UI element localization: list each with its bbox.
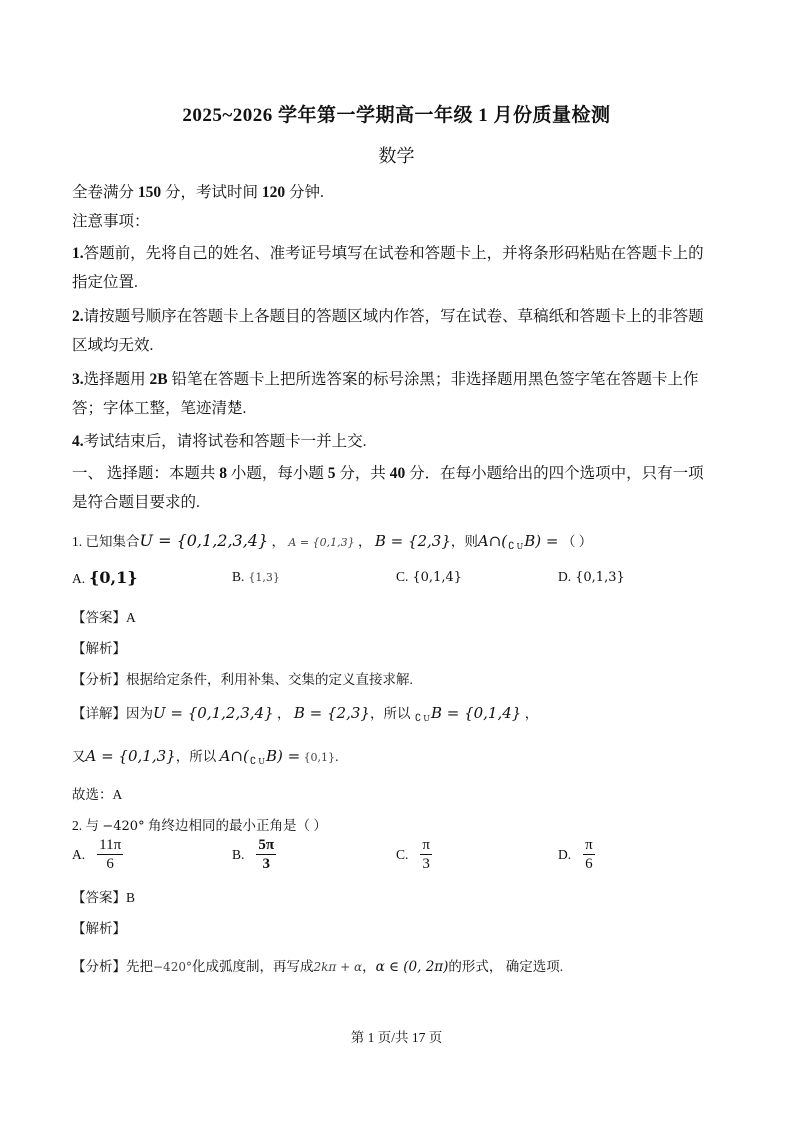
q2-answer: 【答案】B (72, 890, 136, 905)
q1-answer: 【答案】A (72, 610, 136, 625)
q1-xiangjie-cont: 又A = {0,1,3}，所以 $A\cap(_∁$ $_U$B) = {0,1}. (72, 747, 339, 767)
q1-analysis-tag: 【解析】 (72, 641, 126, 656)
option-b[interactable]: B. {1,3} (232, 569, 280, 584)
option-c[interactable]: C. {0,1,4} (396, 569, 463, 585)
notice-heading: 注意事项： (72, 213, 150, 230)
notice-3: 3.选择题用 2B 铅笔在答题卡上把所选答案的标号涂黑；非选择题用黑色签字笔在答题卡上作 (72, 371, 699, 388)
q2-analysis-tag: 【解析】 (72, 921, 126, 936)
score-total: 150 (137, 184, 162, 201)
question-1-options (72, 568, 732, 590)
option-d[interactable]: D. $\frac{\pi}{6}$ (558, 837, 593, 872)
option-a[interactable]: A. {0,1} (72, 568, 138, 587)
option-d[interactable]: D. {0,1,3} (558, 569, 625, 585)
q1-xiangjie: 【详解】因为U = {0,1,2,3,4} ， B = {2,3}，所以 $_∁$ $_U$B = {0,1,4} ， (72, 704, 539, 724)
question-2-stem: 2. 与 −420° 角终边相同的最小正角是（ ） (72, 818, 327, 834)
section-heading: 一、 选择题：本题共 8 小题，每小题 5 分，共 40 分．在每小题给出的四个选项中，只有一项 (72, 465, 704, 482)
notice-2: 2.请按题号顺序在答题卡上各题目的答题区域内作答，写在试卷、草稿纸和答题卡上的非答题 (72, 308, 704, 325)
set-u: U = {0,1,2,3,4} (139, 531, 269, 550)
score-time: 120 (261, 184, 286, 201)
q2-fenxi: 【分析】先把−420°化成弧度制，再写成2kπ + α，α ∈ (0, 2π)的形式， 确定选项. (72, 959, 564, 975)
subject-title: 数学 (378, 146, 415, 166)
set-a: A = {0,1,3} (288, 536, 355, 549)
expression: $A\cap(_∁$ $_U$B) = (477, 532, 559, 552)
notice-1-cont: 指定位置. (72, 274, 138, 291)
exam-title: 2025~2026 学年第一学期高一年级 1 月份质量检测 (182, 105, 611, 126)
q1-choose: 故选：A (72, 787, 123, 802)
notice-1: 1.答题前，先将自己的姓名、准考证号填写在试卷和答题卡上，并将条形码粘贴在答题卡上的 (72, 245, 704, 262)
section-heading-cont: 是符合题目要求的. (72, 494, 200, 511)
question-2-options (72, 838, 732, 882)
option-c[interactable]: C. $\frac{\pi}{3}$ (396, 837, 430, 872)
notice-3-cont: 答；字体工整，笔迹清楚. (72, 400, 247, 417)
set-b: B = {2,3} (374, 532, 451, 550)
question-1-stem: 1. 已知集合U = {0,1,2,3,4} ， A = {0,1,3} ， B = {2,3}，则$A\cap(_∁$ $_U$B) = （ ） (72, 531, 593, 552)
page-footer: 第 1 页/共 17 页 (350, 1030, 443, 1045)
option-b[interactable]: B. $\frac{5\pi}{3}$ (232, 837, 275, 872)
option-a[interactable]: A. $\frac{11\pi}{6}$ (72, 837, 122, 872)
notice-2-cont: 区域均无效. (72, 337, 154, 354)
notice-4: 4.考试结束后，请将试卷和答题卡一并上交. (72, 433, 367, 450)
q1-fenxi: 【分析】根据给定条件，利用补集、交集的定义直接求解. (72, 672, 413, 687)
score-line: 全卷满分 150 分，考试时间 120 分钟. (72, 184, 324, 201)
